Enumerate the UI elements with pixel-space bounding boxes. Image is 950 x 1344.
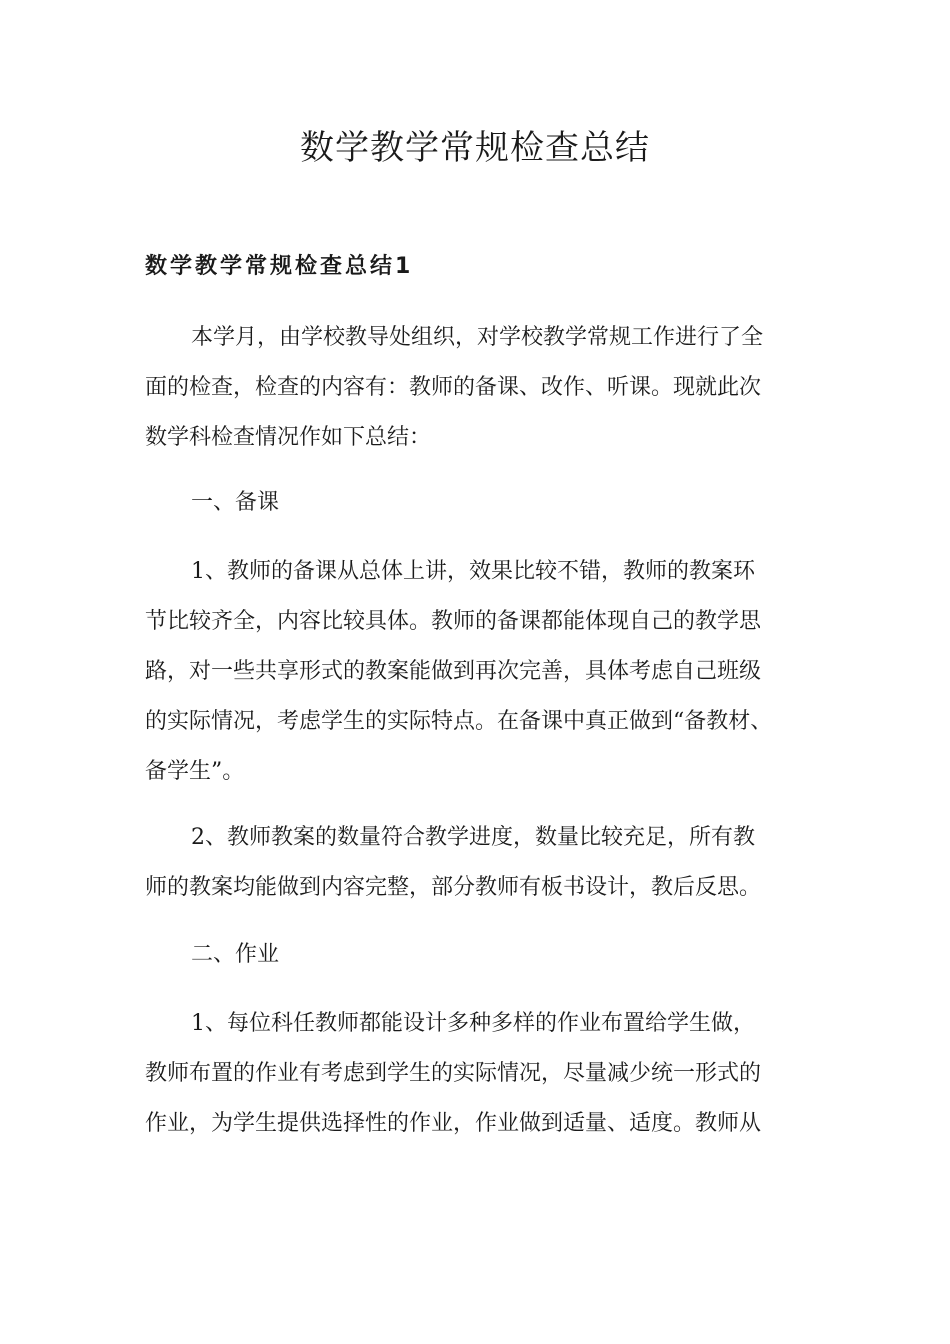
heading-lesson-prep (145, 478, 810, 528)
paragraph-line: 路，对一些共享形式的教案能做到再次完善，具体考虑自己班级 (145, 659, 762, 684)
section-heading: 数学教学常规检查总结1 (145, 254, 414, 279)
paragraph-line: 节比较齐全，内容比较具体。教师的备课都能体现自己的教学思 (145, 609, 762, 634)
paragraph-intro (145, 313, 810, 463)
paragraph-prep-1 (145, 547, 810, 797)
heading-line: 一、备课 (191, 490, 280, 515)
heading-homework (145, 930, 810, 980)
paragraph-line: 1、每位科任教师都能设计多种多样的作业布置给学生做， (191, 1011, 755, 1036)
paragraph-line: 的实际情况，考虑学生的实际特点。在备课中真正做到“备教材、 (145, 709, 773, 734)
paragraph-line: 师的教案均能做到内容完整，部分教师有板书设计，教后反思。 (145, 875, 762, 900)
paragraph-line: 备学生”。 (145, 759, 245, 784)
paragraph-line: 面的检查，检查的内容有：教师的备课、改作、听课。现就此次 (145, 375, 762, 400)
paragraph-homework-1 (145, 999, 810, 1149)
paragraph-line: 教师布置的作业有考虑到学生的实际情况，尽量减少统一形式的 (145, 1061, 762, 1086)
document-title: 数学教学常规检查总结 (300, 128, 650, 168)
paragraph-line: 本学月，由学校教导处组织，对学校教学常规工作进行了全 (191, 325, 764, 350)
paragraph-line: 2、教师教案的数量符合教学进度，数量比较充足，所有教 (191, 825, 755, 850)
paragraph-prep-2 (145, 813, 810, 913)
heading-line: 二、作业 (191, 942, 280, 967)
paragraph-line: 1、教师的备课从总体上讲，效果比较不错，教师的教案环 (191, 559, 755, 584)
paragraph-line: 作业，为学生提供选择性的作业，作业做到适量、适度。教师从 (145, 1111, 762, 1136)
paragraph-line: 数学科检查情况作如下总结： (145, 425, 432, 450)
